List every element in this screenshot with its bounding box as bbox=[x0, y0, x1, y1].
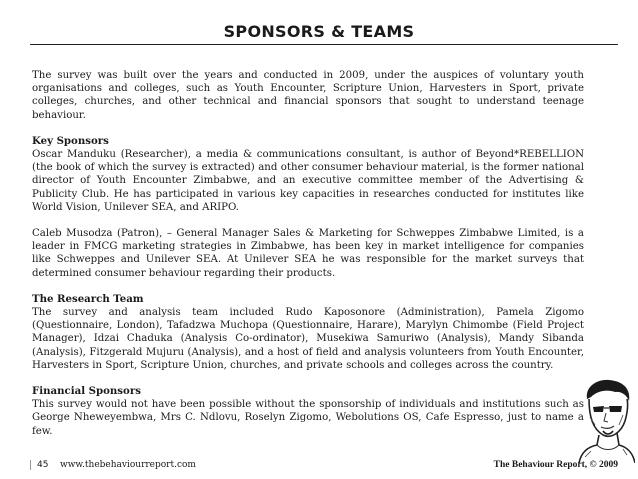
author-portrait-sketch bbox=[577, 377, 635, 463]
key-sponsors-heading: Key Sponsors bbox=[32, 134, 109, 147]
page-footer bbox=[30, 460, 628, 474]
key-sponsors-paragraph-1: Oscar Manduku (Researcher), a media & communications consultant, is author of Beyond*REBELLION (the book of which the survey is extracted) and other consumer behaviour material, is the former national director of Youth Encounter Zimbabwe, and an executive committee member of the Advertising & Publicity Club. He has participated in various key capacities in researches conducted for institutes like World Vision, Unilever SEA, and ARIPO. bbox=[32, 149, 584, 213]
title-divider bbox=[30, 44, 618, 45]
main-content bbox=[32, 69, 584, 438]
report-credit: The Behaviour Report, © 2009 bbox=[493, 460, 618, 470]
intro-paragraph: The survey was built over the years and conducted in 2009, under the auspices of voluntary youth organisations and colleges, such as Youth Encounter, Scripture Union, Harvesters in Sport, private colleges, churches, and other technical and financial sponsors that sought to understand teenage behaviour. bbox=[32, 70, 584, 121]
page-number: 45 bbox=[30, 460, 48, 470]
financial-sponsors-paragraph: This survey would not have been possible without the sponsorship of individuals and institutions such as George Nheweyembwa, Mrs C. Ndlovu, Roselyn Zigomo, Webolutions OS, Cafe Espresso, just to name a few. bbox=[32, 399, 584, 437]
page-title: SPONSORS & TEAMS bbox=[223, 22, 415, 41]
research-team-paragraph: The survey and analysis team included Rudo Kaposonore (Administration), Pamela Zigomo (Questionnaire, London), Tafadzwa Muchopa (Questionnaire, Harare), Marylyn Chimombe (Field Project Manager), Idzai Chaduka (Analysis Co-ordinator), Musekiwa Samuriwo (Analysis), Mandy Sibanda (Analysis), Fitzgerald Mujuru (Analysis), and a host of field and analysis volunteers from Youth Encounter, Harvesters in Sport, Scripture Union, churches, and private schools and colleges across the country. bbox=[32, 307, 584, 371]
website-link[interactable]: www.thebehaviourreport.com bbox=[60, 460, 196, 470]
financial-sponsors-heading: Financial Sponsors bbox=[32, 385, 141, 398]
key-sponsors-paragraph-2: Caleb Musodza (Patron), – General Manager Sales & Marketing for Schweppes Zimbabwe Limited, is a leader in FMCG marketing strategies in Zimbabwe, has been key in market intelligence for companies like Schweppes and Unilever SEA. At Unilever SEA he was responsible for the market surveys that determined consumer behaviour regarding their products. bbox=[32, 228, 584, 279]
research-team-heading: The Research Team bbox=[32, 292, 144, 305]
